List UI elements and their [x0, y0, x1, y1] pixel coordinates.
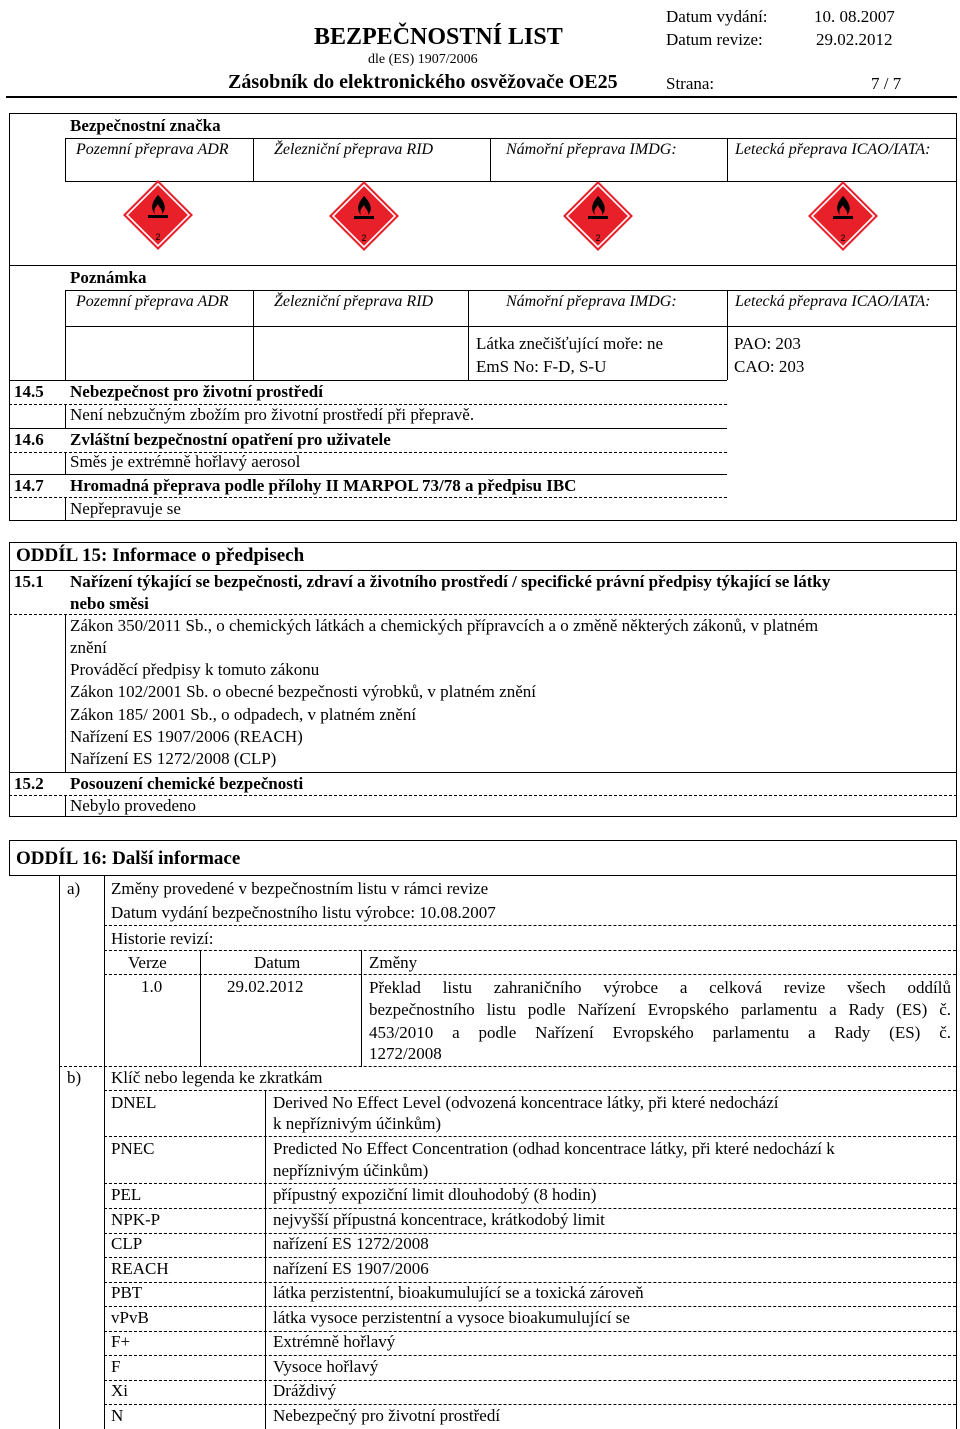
- abbreviation-key: PNEC: [111, 1139, 155, 1158]
- revision-header-changes: Změny: [369, 953, 418, 972]
- document-title: BEZPEČNOSTNÍ LIST: [314, 24, 563, 50]
- abbreviation-key: F+: [111, 1332, 131, 1351]
- section-14-7-title: Hromadná přeprava podle přílohy II MARPOL 73/78 a předpisu IBC: [70, 476, 577, 495]
- section-15-1-title-line1: Nařízení týkající se bezpečnosti, zdraví a životního prostředí / specifické právní předpisy týkající se látky: [70, 572, 831, 591]
- note-column-icao-iata: Letecká přeprava ICAO/IATA:: [735, 293, 931, 310]
- manufacturer-issue-date: Datum vydání bezpečnostního listu výrobce: 10.08.2007: [111, 903, 496, 922]
- abbreviation-value: nařízení ES 1272/2008: [273, 1234, 429, 1253]
- product-name: Zásobník do elektronického osvěžovače OE25: [228, 71, 618, 93]
- grid-line: [65, 795, 66, 817]
- grid-line: [65, 497, 66, 520]
- section-14-6-number: 14.6: [14, 430, 44, 449]
- grid-line: [59, 1066, 956, 1067]
- grid-line: [727, 138, 728, 182]
- page-label: Strana:: [666, 74, 715, 93]
- note-column-imdg: Námořní přeprava IMDG:: [506, 293, 677, 310]
- grid-line: [65, 404, 66, 428]
- revision-change-line1: Překlad listu zahraničního výrobce a celková revize všech oddílů: [369, 978, 951, 997]
- item-b-title: Klíč nebo legenda ke zkratkám: [111, 1068, 323, 1087]
- grid-line: [9, 265, 957, 266]
- section-14-5-number: 14.5: [14, 382, 44, 401]
- grid-line: [104, 1090, 956, 1091]
- section-14-7-number: 14.7: [14, 476, 44, 495]
- law-350-2011-line2: znění: [70, 638, 107, 657]
- grid-line: [59, 875, 60, 1429]
- frame-left: [9, 113, 10, 521]
- grid-line: [104, 925, 956, 926]
- revision-history-label: Historie revizí:: [111, 929, 214, 948]
- grid-line: [956, 542, 957, 817]
- issue-date-value: 10. 08.2007: [814, 7, 895, 26]
- grid-line: [468, 290, 469, 380]
- note-column-adr: Pozemní přeprava ADR: [76, 293, 229, 310]
- grid-line: [104, 1183, 956, 1184]
- grid-line: [9, 542, 957, 543]
- abbreviation-value: Predicted No Effect Concentration (odhad koncentrace látky, při které nedochází k: [273, 1139, 835, 1158]
- imdg-marine-pollutant: Látka znečišťující moře: ne: [476, 334, 664, 353]
- grid-line: [104, 1404, 956, 1405]
- flammable-gas-icon: [561, 179, 635, 253]
- revision-date-label: Datum revize:: [666, 30, 763, 49]
- grid-line: [104, 950, 956, 951]
- grid-line: [104, 1208, 956, 1209]
- regulation-clp: Nařízení ES 1272/2008 (CLP): [70, 749, 277, 768]
- grid-line: [104, 1380, 956, 1381]
- section-14-6-title: Zvláštní bezpečnostní opatření pro uživatele: [70, 430, 391, 449]
- grid-line: [9, 497, 727, 498]
- abbreviation-value-continued: k nepříznivým účinkům): [273, 1114, 442, 1133]
- law-102-2001: Zákon 102/2001 Sb. o obecné bezpečnosti výrobků, v platném znění: [70, 682, 536, 701]
- page-number: 7 / 7: [871, 74, 902, 93]
- abbreviation-key: N: [111, 1406, 124, 1425]
- abbreviation-value: látka perzistentní, bioakumulující se a toxická zároveň: [273, 1283, 644, 1302]
- grid-line: [104, 1331, 956, 1332]
- column-icao-iata: Letecká přeprava ICAO/IATA:: [735, 141, 931, 158]
- svg-text:2: 2: [361, 233, 367, 243]
- section-14-5-title: Nebezpečnost pro životní prostředí: [70, 382, 323, 401]
- grid-line: [9, 474, 727, 475]
- revision-change-line2: bezpečnostního listu podle Nařízení Evropského parlamentu a Rady (ES) č.: [369, 1000, 951, 1019]
- abbreviation-value: látka vysoce perzistentní a vysoce bioakumulující se: [273, 1308, 630, 1327]
- grid-line: [65, 138, 66, 182]
- grid-line: [65, 326, 956, 327]
- frame-right: [956, 113, 957, 521]
- grid-line: [9, 772, 957, 773]
- section-15-1-title-line2: nebo směsi: [70, 594, 149, 613]
- grid-line: [9, 875, 957, 876]
- grid-line: [104, 1306, 956, 1307]
- column-rid: Železniční přeprava RID: [274, 141, 434, 158]
- note-title: Poznámka: [70, 268, 147, 287]
- abbreviation-key: CLP: [111, 1234, 143, 1253]
- flammable-gas-icon: [121, 178, 195, 252]
- header-rule: [6, 96, 957, 98]
- grid-line: [9, 428, 727, 429]
- grid-line: [200, 950, 201, 1067]
- revision-header-version: Verze: [128, 953, 167, 972]
- law-350-2011-line1: Zákon 350/2011 Sb., o chemických látkách a chemických přípravcích a o změně některých zákonů, v platném: [70, 616, 819, 635]
- grid-line: [65, 614, 66, 772]
- grid-line: [9, 840, 10, 876]
- grid-line: [956, 840, 957, 1429]
- regulation-reach: Nařízení ES 1907/2006 (REACH): [70, 727, 303, 746]
- grid-line: [104, 875, 105, 1429]
- frame-bottom: [9, 520, 957, 521]
- note-column-rid: Železniční přeprava RID: [274, 293, 434, 310]
- law-185-2001: Zákon 185/ 2001 Sb., o odpadech, v platném znění: [70, 705, 417, 724]
- section-16-title: ODDÍL 16: Další informace: [16, 848, 241, 869]
- grid-line: [9, 570, 957, 571]
- abbreviation-value: nejvyšší přípustná koncentrace, krátkodobý limit: [273, 1210, 605, 1229]
- abbreviation-value: Nebezpečný pro životní prostředí: [273, 1406, 501, 1425]
- grid-line: [65, 138, 956, 139]
- abbreviation-key: REACH: [111, 1259, 169, 1278]
- grid-line: [727, 290, 728, 380]
- abbreviation-value-continued: nepříznivým účinkům): [273, 1161, 429, 1180]
- abbreviation-value: přípustný expoziční limit dlouhodobý (8 hodin): [273, 1185, 597, 1204]
- section-14-6-text: Směs je extrémně hořlavý aerosol: [70, 452, 301, 471]
- abbreviation-value: Dráždivý: [273, 1381, 337, 1400]
- grid-line: [265, 1090, 266, 1429]
- abbreviation-value: nařízení ES 1907/2006: [273, 1259, 429, 1278]
- abbreviation-value: Derived No Effect Level (odvozená koncentrace látky, při které nedochází: [273, 1093, 779, 1112]
- imdg-ems-number: EmS No: F-D, S-U: [476, 357, 607, 376]
- revision-header-date: Datum: [254, 953, 301, 972]
- revision-change-line3: 453/2010 a podle Nařízení Evropského parlamentu a Rady (ES) č.: [369, 1023, 951, 1042]
- safety-mark-title: Bezpečnostní značka: [70, 116, 221, 135]
- grid-line: [104, 1355, 956, 1356]
- section-14-5-text: Není nebzučným zbožím pro životní prostředí při přepravě.: [70, 405, 475, 424]
- abbreviation-key: PBT: [111, 1283, 143, 1302]
- item-b-label: b): [67, 1068, 82, 1087]
- revision-version: 1.0: [141, 977, 163, 996]
- abbreviation-key: NPK-P: [111, 1210, 161, 1229]
- grid-line: [65, 452, 66, 474]
- grid-line: [9, 542, 10, 817]
- abbreviation-value: Vysoce hořlavý: [273, 1357, 379, 1376]
- iata-pao: PAO: 203: [734, 334, 801, 353]
- grid-line: [9, 614, 957, 615]
- column-adr: Pozemní přeprava ADR: [76, 141, 229, 158]
- svg-text:2: 2: [840, 233, 846, 243]
- section-15-2-text: Nebylo provedeno: [70, 796, 197, 815]
- section-15-1-number: 15.1: [14, 572, 44, 591]
- revision-change-line4: 1272/2008: [369, 1044, 442, 1063]
- abbreviation-key: F: [111, 1357, 121, 1376]
- grid-line: [9, 816, 957, 817]
- grid-line: [9, 380, 727, 381]
- revision-date-value: 29.02.2012: [816, 30, 893, 49]
- abbreviation-key: Xi: [111, 1381, 128, 1400]
- grid-line: [65, 290, 956, 291]
- section-14-7-text: Nepřepravuje se: [70, 499, 181, 518]
- issue-date-label: Datum vydání:: [666, 7, 768, 26]
- regulation-reference: dle (ES) 1907/2006: [368, 52, 478, 67]
- grid-line: [9, 840, 957, 841]
- abbreviation-key: DNEL: [111, 1093, 157, 1112]
- grid-line: [104, 974, 956, 975]
- section-15-title: ODDÍL 15: Informace o předpisech: [16, 545, 305, 566]
- grid-line: [490, 138, 491, 182]
- revision-date: 29.02.2012: [227, 977, 304, 996]
- section-15-2-number: 15.2: [14, 774, 44, 793]
- item-a-title: Změny provedené v bezpečnostním listu v rámci revize: [111, 879, 489, 898]
- column-imdg: Námořní přeprava IMDG:: [506, 141, 677, 158]
- implementing-regulations: Prováděcí předpisy k tomuto zákonu: [70, 660, 320, 679]
- grid-line: [253, 138, 254, 182]
- abbreviation-key: PEL: [111, 1185, 142, 1204]
- grid-line: [104, 1233, 956, 1234]
- abbreviation-value: Extrémně hořlavý: [273, 1332, 396, 1351]
- grid-line: [65, 290, 66, 380]
- flammable-gas-icon: [806, 179, 880, 253]
- iata-cao: CAO: 203: [734, 357, 805, 376]
- section-15-2-title: Posouzení chemické bezpečnosti: [70, 774, 304, 793]
- grid-line: [104, 1136, 956, 1137]
- grid-line: [253, 290, 254, 380]
- abbreviation-key: vPvB: [111, 1308, 149, 1327]
- svg-text:2: 2: [595, 233, 601, 243]
- grid-line: [104, 1257, 956, 1258]
- flammable-gas-icon: [327, 179, 401, 253]
- item-a-label: a): [67, 879, 81, 898]
- grid-line: [361, 950, 362, 1067]
- frame-top: [9, 113, 957, 114]
- svg-text:2: 2: [155, 232, 161, 242]
